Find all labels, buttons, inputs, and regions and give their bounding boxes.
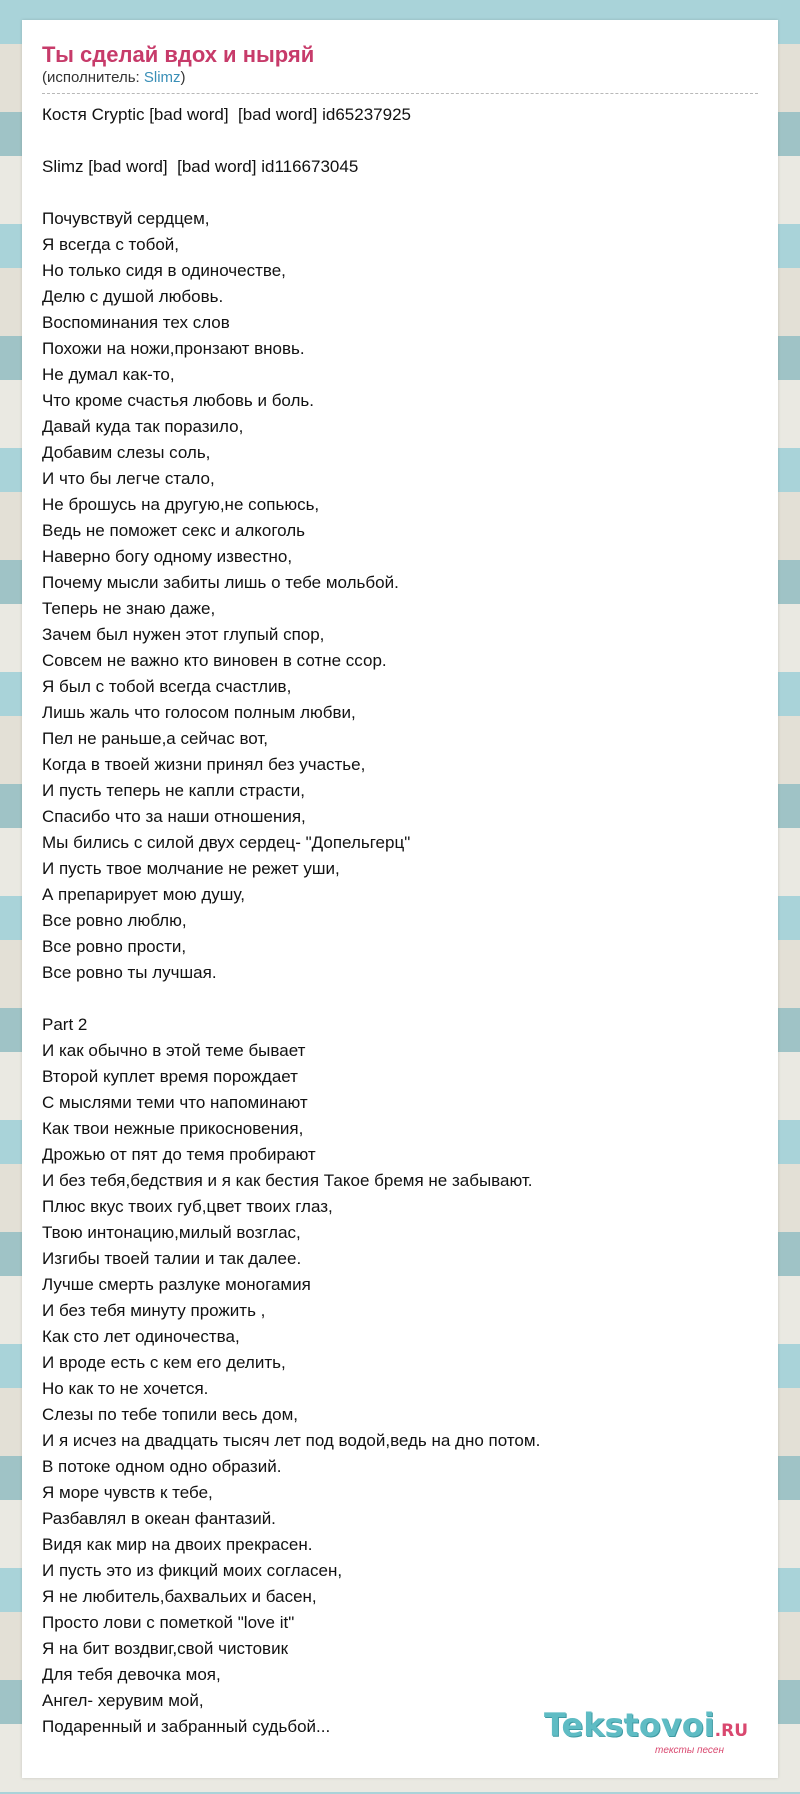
lyric-line bbox=[42, 180, 758, 206]
lyric-line: Но только сидя в одиночестве, bbox=[42, 261, 286, 280]
lyric-line: Спасибо что за наши отношения, bbox=[42, 807, 306, 826]
lyric-line: Но как то не хочется. bbox=[42, 1379, 209, 1398]
lyric-line: Делю с душой любовь. bbox=[42, 287, 224, 306]
lyric-line: И что бы легче стало, bbox=[42, 469, 215, 488]
lyric-line: И без тебя минуту прожить , bbox=[42, 1301, 266, 1320]
lyric-line: И пусть это из фикций моих согласен, bbox=[42, 1561, 343, 1580]
lyric-line: Наверно богу одному известно, bbox=[42, 547, 293, 566]
song-title: Ты сделай вдох и ныряй bbox=[42, 42, 315, 67]
lyric-line: Slimz [bad word] [bad word] id116673045 bbox=[42, 157, 359, 176]
site-logo[interactable] bbox=[544, 1708, 748, 1756]
lyric-line: Я был с тобой всегда счастлив, bbox=[42, 677, 292, 696]
lyric-line: Лучше смерть разлуке моногамия bbox=[42, 1275, 311, 1294]
lyric-line: Твою интонацию,милый возглас, bbox=[42, 1223, 301, 1242]
lyric-line: Почему мысли забиты лишь о тебе мольбой. bbox=[42, 573, 399, 592]
lyrics-text bbox=[42, 102, 758, 1740]
lyric-line: А препарирует мою душу, bbox=[42, 885, 245, 904]
lyric-line: И пусть теперь не капли страсти, bbox=[42, 781, 305, 800]
lyric-line: В потоке одном одно образий. bbox=[42, 1457, 282, 1476]
artist-link[interactable]: Slimz bbox=[143, 69, 181, 86]
lyric-line: Ангел- херувим мой, bbox=[42, 1691, 204, 1710]
logo-tagline: тексты песен bbox=[655, 1745, 724, 1756]
lyric-line: И пусть твое молчание не режет уши, bbox=[42, 859, 340, 878]
title-divider bbox=[42, 93, 758, 94]
lyric-line: Похожи на ножи,пронзают вновь. bbox=[42, 339, 305, 358]
lyric-line: Что кроме счастья любовь и боль. bbox=[42, 391, 315, 410]
lyric-line: Я на бит воздвиг,свой чистовик bbox=[42, 1639, 289, 1658]
lyric-line: Все ровно люблю, bbox=[42, 911, 187, 930]
lyric-line: Воспоминания тех слов bbox=[42, 313, 230, 332]
lyric-line: Плюс вкус твоих губ,цвет твоих глаз, bbox=[42, 1197, 333, 1216]
lyric-line: Добавим слезы соль, bbox=[42, 443, 211, 462]
lyric-line: Теперь не знаю даже, bbox=[42, 599, 216, 618]
lyric-line: Ведь не поможет секс и алкоголь bbox=[42, 521, 306, 540]
lyric-line: Разбавлял в океан фантазий. bbox=[42, 1509, 276, 1528]
lyric-line: Не думал как-то, bbox=[42, 365, 175, 384]
lyric-line: Как твои нежные прикосновения, bbox=[42, 1119, 304, 1138]
lyric-line: Когда в твоей жизни принял без участье, bbox=[42, 755, 366, 774]
lyric-line: И как обычно в этой теме бывает bbox=[42, 1041, 306, 1060]
lyric-line bbox=[42, 128, 758, 154]
artist-suffix: ) bbox=[180, 69, 186, 86]
lyric-line: Подаренный и забранный судьбой... bbox=[42, 1717, 331, 1736]
lyric-line: И без тебя,бедствия и я как бестия Такое бремя не забывают. bbox=[42, 1171, 533, 1190]
lyric-line: Я не любитель,бахвальих и басен, bbox=[42, 1587, 317, 1606]
lyric-line: Почувствуй сердцем, bbox=[42, 209, 210, 228]
lyric-line: Слезы по тебе топили весь дом, bbox=[42, 1405, 299, 1424]
lyric-line: Костя Cryptic [bad word] [bad word] id65237925 bbox=[42, 105, 411, 124]
lyric-line: С мыслями теми что напоминают bbox=[42, 1093, 308, 1112]
lyric-line: Второй куплет время порождает bbox=[42, 1067, 298, 1086]
lyric-line: Изгибы твоей талии и так далее. bbox=[42, 1249, 302, 1268]
lyric-line: Я море чувств к тебе, bbox=[42, 1483, 213, 1502]
lyric-line: И я исчез на двадцать тысяч лет под водой,ведь на дно потом. bbox=[42, 1431, 541, 1450]
lyric-line: Совсем не важно кто виновен в сотне ссор. bbox=[42, 651, 387, 670]
artist-line bbox=[42, 69, 758, 87]
lyric-line: Давай куда так поразило, bbox=[42, 417, 244, 436]
lyric-line: Все ровно ты лучшая. bbox=[42, 963, 217, 982]
artist-prefix: (исполнитель: bbox=[42, 69, 144, 86]
lyric-line: Пел не раньше,а сейчас вот, bbox=[42, 729, 268, 748]
lyric-line: Я всегда с тобой, bbox=[42, 235, 180, 254]
lyric-line: Как сто лет одиночества, bbox=[42, 1327, 240, 1346]
lyric-line: Не брошусь на другую,не сопьюсь, bbox=[42, 495, 320, 514]
lyric-line: Дрожью от пят до темя пробирают bbox=[42, 1145, 316, 1164]
lyric-line bbox=[42, 986, 758, 1012]
logo-name: Tekstovoi bbox=[543, 1706, 715, 1744]
lyric-line: Все ровно прости, bbox=[42, 937, 187, 956]
lyric-line: Зачем был нужен этот глупый спор, bbox=[42, 625, 325, 644]
lyric-line: Для тебя девочка моя, bbox=[42, 1665, 221, 1684]
lyric-line: Мы бились с силой двух сердец- "Допельгерц" bbox=[42, 833, 411, 852]
lyric-line: Лишь жаль что голосом полным любви, bbox=[42, 703, 356, 722]
lyric-line: Part 2 bbox=[42, 1015, 88, 1034]
logo-tld: .RU bbox=[714, 1721, 748, 1741]
lyric-line: Видя как мир на двоих прекрасен. bbox=[42, 1535, 313, 1554]
lyric-line: Просто лови с пометкой "love it" bbox=[42, 1613, 295, 1632]
lyric-line: И вроде есть с кем его делить, bbox=[42, 1353, 286, 1372]
lyrics-card bbox=[22, 20, 778, 1778]
